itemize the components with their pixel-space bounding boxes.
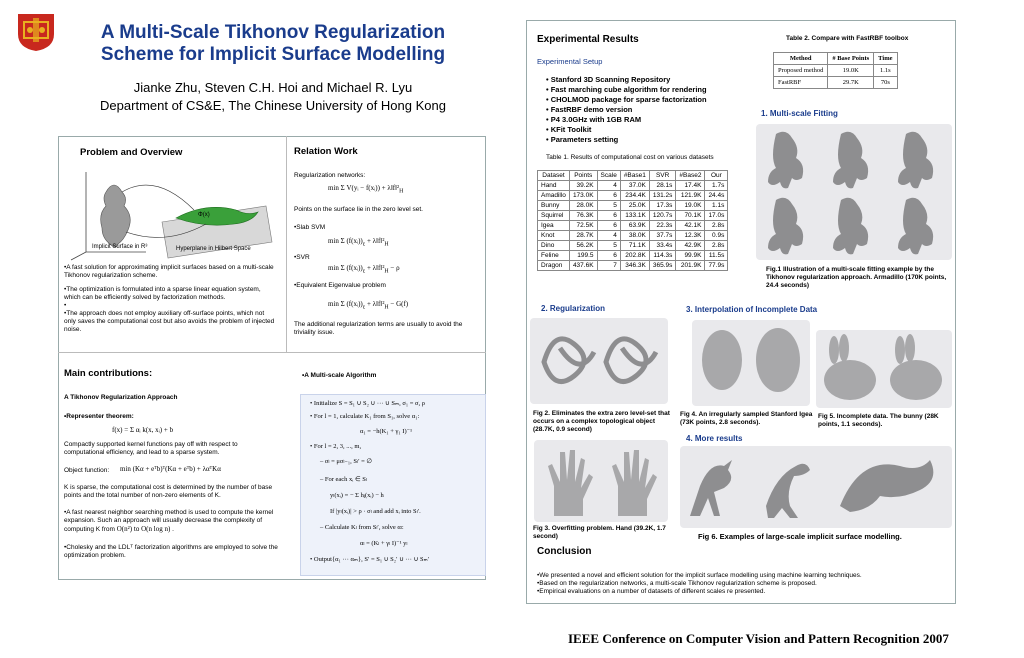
fig4-caption: Fig 4. An irregularly sampled Stanford Igea (73K points, 2.8 seconds). [680,411,813,426]
table1-cell: 17.4K [676,181,705,191]
table1-cell: 7 [597,261,620,271]
table1-row [538,261,728,271]
table1-row [538,191,728,201]
table1-cell: 24.4s [705,191,728,201]
conclusion-bullet: •Empirical evaluations on a number of datasets of different scales re presented. [537,588,766,595]
table1-row [538,181,728,191]
table1-cell: 28.1s [649,181,676,191]
fig6-caption: Fig 6. Examples of large-scale implicit surface modelling. [698,532,902,541]
university-logo [14,12,58,52]
figure-large-scale [680,446,952,528]
table1-cell: 2.8s [705,241,728,251]
table1-row [538,241,728,251]
table1-header-cell: SVR [649,171,676,181]
algorithm-line: αₗ = (Kₗ + γₗ I)⁻¹ yₗ [360,540,408,547]
algorithm-line: • For l = 2, 3, ..., m, [310,443,362,450]
fig2-caption: Fig 2. Eliminates the extra zero level-set that occurs on a complex topological object (28.7K, 0.9 second) [533,410,670,433]
setup-list [546,75,707,145]
table1-header-cell: Points [569,171,597,181]
table1-cell: 28.7K [569,231,597,241]
problem-bullet: •The approach does not employ auxiliary off-surface points, which not only saves the computational cost but also avoids the problem of injected noise. [64,310,275,333]
section-multiscale-fitting: 1. Multi-scale Fitting [761,109,838,118]
contrib-text-3-to: to [133,526,140,533]
figure-knots [530,318,668,404]
algorithm-line: yₗ(xᵢ) = − Σ hⱼ(xᵢ) − h [330,492,384,499]
table1-cell: Amadillo [538,191,570,201]
table1-cell: 6 [597,211,620,221]
table1-cell: 5 [597,201,620,211]
table1-cell: Knot [538,231,570,241]
table1-cell: 42.1K [676,221,705,231]
table1-cell: 1.1s [705,201,728,211]
table1-cell: 99.9K [676,251,705,261]
divider-left-vertical [286,136,287,352]
table1-cell: 114.3s [649,251,676,261]
table1-caption: Table 1. Results of computational cost on various datasets [546,154,714,161]
problem-bullets [64,264,276,334]
table1-cell: 38.0K [620,231,649,241]
regularization-label: Regularization networks: [294,172,366,179]
table1-cell: 25.0K [620,201,649,211]
table1-cell: Igea [538,221,570,231]
table1-cell: 6 [597,221,620,231]
table1-cell: 133.1K [620,211,649,221]
problem-bullet: •The optimization is formulated into a sparse linear equation system, which can be efficiently solved by factorization methods. [64,286,261,301]
table1-cell: 4 [597,231,620,241]
eigenvalue-label: •Equivalent Eigenvalue problem [294,282,386,289]
table1-cell: 28.0K [569,201,597,211]
table1-cell: 346.3K [620,261,649,271]
table1-cell: 63.9K [620,221,649,231]
table2-cell: 70s [874,77,897,89]
table1-cell: 173.0K [569,191,597,201]
table2 [773,52,898,89]
table1-cell: 0.9s [705,231,728,241]
table1-cell: Bunny [538,201,570,211]
table1-cell: 37.7s [649,231,676,241]
table1-row [538,221,728,231]
fig1-caption: Fig.1 Illustration of a multi-scale fitting example by the Tikhonov regularization approach. Armadillo (170K points, 24.4 seconds) [766,266,947,289]
table2-row [774,77,898,89]
figure-bunny [816,330,952,408]
table1-row [538,211,728,221]
table1-header-cell: Our [705,171,728,181]
approach-title: A Tikhonov Regularization Approach [64,394,178,401]
table2-cell: 1.1s [874,65,897,77]
setup-item: • Parameters setting [546,135,619,144]
table1-cell: 234.4K [620,191,649,201]
figure-label-implicit: Implicit Surface in R³ [92,244,148,250]
table2-caption: Table 2. Compare with FastRBF toolbox [786,35,909,42]
table2-cell: Proposed method [774,65,828,77]
contrib-text-3-body: •A fast nearest neighbor searching method is used to compute the kernel expansion. Such an approach will usually decrease the complexity of computing K from [64,509,274,533]
conclusion-bullets [537,572,947,596]
table1-cell: 33.4s [649,241,676,251]
table1-cell: 201.9K [676,261,705,271]
contrib-text-4: •Cholesky and the LDLᵀ factorization algorithms are employed to solve the optimization problem. [64,544,278,559]
section-interpolation: 3. Interpolation of Incomplete Data [686,305,818,314]
algorithm-line: – Calculate Kₗ from Sₗ′, solve αₗ: [320,524,404,531]
table1-cell: 437.6K [569,261,597,271]
table1-cell: 56.2K [569,241,597,251]
objective-label: Object function: [64,467,110,474]
relation-heading: Relation Work [294,146,358,157]
table1-cell: 42.9K [676,241,705,251]
table1-cell: Dino [538,241,570,251]
zero-level-text: Points on the surface lie in the zero level set. [294,206,423,213]
table1 [537,170,728,271]
table1-cell: 120.7s [649,211,676,221]
algorithm-heading: •A Multi-scale Algorithm [302,372,377,379]
table1-header-cell: #Base2 [676,171,705,181]
algorithm-line: – σₗ = μσₗ₋₁, Sₗ′ = ∅ [320,458,373,465]
table2-header-cell: # Base Points [828,53,874,65]
problem-bullet: • [64,302,67,309]
figure-label-phi: Φ(x) [198,212,210,218]
table1-cell: Feline [538,251,570,261]
representer-label: •Representer theorem: [64,413,134,420]
setup-item: • KFit Toolkit [546,125,592,134]
table1-cell: 12.3K [676,231,705,241]
experiments-heading: Experimental Results [537,34,639,45]
conclusion-bullet: •We presented a novel and efficient solution for the implicit surface modelling using machine learning techniques. [537,572,862,579]
table1-cell: 365.9s [649,261,676,271]
figure-label-hilbert: Hyperplane in Hilbert Space [176,246,251,252]
table1-cell: 199.5 [569,251,597,261]
equation-slab-svm: min Σ $(f(xᵢ))_\varepsilon$ + $\lambda‖f‖^2_H$ [328,237,389,248]
algorithm-line: If |yₗ(xᵢ)| > ρ · σₗ and add xᵢ into Sₗ′. [330,508,421,515]
table2-row [774,65,898,77]
table1-cell: 5 [597,241,620,251]
table1-cell: Dragon [538,261,570,271]
setup-heading: Experimental Setup [537,57,603,66]
table1-row [538,231,728,241]
slab-svm-label: •Slab SVM [294,224,326,231]
algorithm-line: • For l = 1, calculate K₁ from S₁, solve α₁: [310,413,420,420]
table1-cell: 4 [597,181,620,191]
equation-svr: min Σ $(f(xᵢ))_\varepsilon$ + $\lambda‖f‖^2_H - \rho$ [328,264,400,275]
table1-cell: 11.5s [705,251,728,261]
table2-cell: 19.0K [828,65,874,77]
conclusion-bullet: •Based on the regularization networks, a multi-scale Tikhonov regularization scheme is proposed. [537,580,817,587]
table1-cell: 22.3s [649,221,676,231]
problem-bullet: •A fast solution for approximating implicit surfaces based on a multi-scale Tikhonov regularization scheme. [64,264,274,279]
table1-cell: 72.5K [569,221,597,231]
title-line-2: Scheme for Implicit Surface Modelling [100,44,446,65]
table1-cell: 121.9K [676,191,705,201]
table1-cell: 6 [597,191,620,201]
algorithm-line: – For each xᵢ ∈ Sₗ [320,476,367,483]
table1-cell: Squirrel [538,211,570,221]
problem-heading: Problem and Overview [80,147,183,158]
divider-left-horizontal [58,352,486,353]
table1-cell: 37.0K [620,181,649,191]
figure-igea [692,320,810,406]
algorithm-line: • Output{α₁ ··· αₘ}, S′ = S₁ ∪ S₂′ ∪ ··· ∪ Sₘ′ [310,556,430,563]
contrib-text-2: K is sparse, the computational cost is determined by the number of base points and the total number of non-zero elements of K. [64,484,273,499]
poster-title [68,22,478,66]
table1-cell: 6 [597,251,620,261]
authors: Jianke Zhu, Steven C.H. Hoi and Michael R. Lyu [133,80,413,95]
conclusion-heading: Conclusion [537,546,592,557]
contrib-heading: Main contributions: [64,368,153,379]
table1-cell: 131.2s [649,191,676,201]
equation-representer: f(x) = Σ αᵢ k(x, xᵢ) + b [112,426,174,434]
affiliation: Department of CS&E, The Chinese University of Hong Kong [100,98,446,113]
table1-header-row [538,171,728,181]
fig3-caption: Fig 3. Overfitting problem. Hand (39.2K, 1.7 second) [533,525,666,540]
figure-hands [534,440,668,522]
table1-cell: 17.3s [649,201,676,211]
table1-cell: 70.1K [676,211,705,221]
table1-row [538,251,728,261]
contrib-text-1: Compactly supported kernel functions pay off with respect to computational efficiency, and lead to a sparse system. [64,441,238,456]
relation-note: The additional regularization terms are usually to avoid the triviality issue. [294,321,463,336]
table1-header-cell: #Base1 [620,171,649,181]
figure-armadillo-grid [756,124,952,260]
table2-cell: FastRBF [774,77,828,89]
svr-label: •SVR [294,254,310,261]
setup-item: • Fast marching cube algorithm for rendering [546,85,707,94]
conference-footer: IEEE Conference on Computer Vision and Pattern Recognition 2007 [568,631,949,646]
table1-cell: 1.7s [705,181,728,191]
section-more-results: 4. More results [686,434,743,443]
table1-cell: 2.8s [705,221,728,231]
table2-header-cell: Method [774,53,828,65]
table1-cell: 77.9s [705,261,728,271]
table1-header-cell: Dataset [538,171,570,181]
contrib-text-3: •A fast nearest neighbor searching method is used to compute the kernel expansion. Such an approach will usually decrease the complexity of computing K from O(n²) to O(n log n) . [64,509,274,533]
table1-cell: 17.0s [705,211,728,221]
table1-cell: 202.8K [620,251,649,261]
algorithm-line: • Initialize S = S₁ ∪ S₂ ∪ ··· ∪ Sₘ, σ₁ = σ, ρ [310,400,426,407]
setup-item: • CHOLMOD package for sparse factorization [546,95,707,104]
table2-header-row [774,53,898,65]
table2-header-cell: Time [874,53,897,65]
section-regularization: 2. Regularization [541,304,606,313]
table1-header-cell: Scale [597,171,620,181]
fig5-caption: Fig 5. Incomplete data. The bunny (28K points, 1.1 seconds). [818,413,939,428]
table1-cell: 76.3K [569,211,597,221]
table1-row [538,201,728,211]
algorithm-lines [310,399,480,569]
setup-item: • P4 3.0GHz with 1GB RAM [546,115,642,124]
setup-item: • FastRBF demo version [546,105,633,114]
table1-cell: Hand [538,181,570,191]
table2-cell: 29.7K [828,77,874,89]
equation-eigenvalue: min Σ $(f(xᵢ))_\varepsilon$ + $\lambda‖f‖^2_H - G(f)$ [328,300,409,311]
table1-cell: 19.0K [676,201,705,211]
table1-cell: 39.2K [569,181,597,191]
equation-regularization: min Σ V(yᵢ − f(xᵢ)) + $\lambda‖f‖^2_H$ [328,184,404,195]
setup-item: • Stanford 3D Scanning Repository [546,75,671,84]
title-line-1: A Multi-Scale Tikhonov Regularization [100,22,446,43]
table1-cell: 71.1K [620,241,649,251]
algorithm-line: α₁ = −h(K₁ + γ₁ I)⁻¹ [360,428,413,435]
equation-objective: min (Kα + eᵀb)ᵀ(Kα + eᵀb) + λαᵀKα [120,465,221,473]
